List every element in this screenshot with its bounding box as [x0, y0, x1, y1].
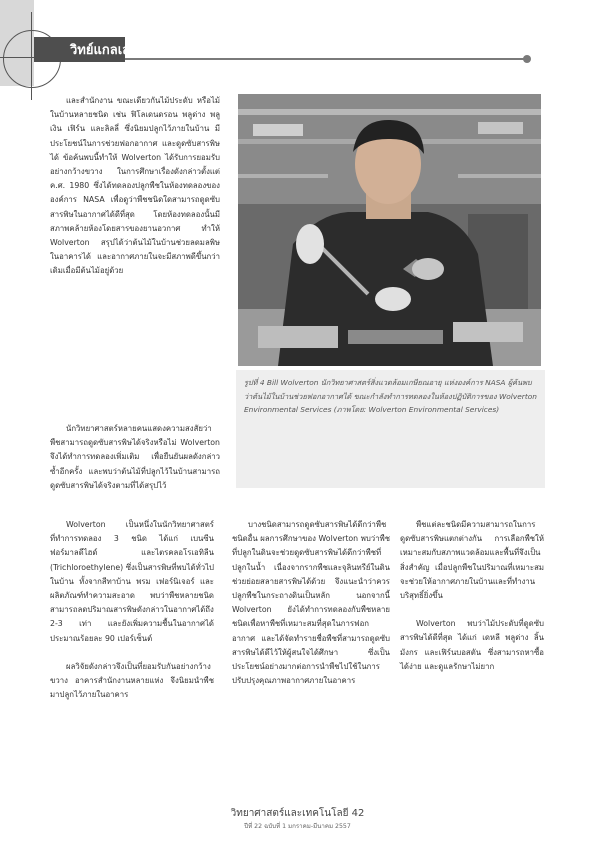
footer-issue: ปีที่ 22 ฉบับที่ 1 มกราคม-มีนาคม 2557 — [244, 823, 351, 830]
body-paragraph: พืชแต่ละชนิดมีความสามารถในการดูดซับสารพิษแตกต่างกัน การเลือกพืชให้เหมาะสมกับสภาพแวดล้อมและพื้นที่จึงเป็นสิ่งสำคัญ เมื่อปลูกพืชในปริมาณที่เหมาะสม จะช่วยให้อากาศภายในบ้านและที่ทำงานบริสุทธิ์ยิ่งขึ้น — [400, 520, 544, 601]
column-3 — [232, 518, 390, 688]
body-paragraph: และสำนักงาน ขณะเดียวกันไม้ประดับ หรือไม้ในบ้านหลายชนิด เช่น ฟิโลเดนดรอน พลูด่าง พลูเงิน เฟิร์น และลิลลี่ ซึ่งนิยมปลูกไว้ภายในบ้าน มีประโยชน์ในการช่วยฟอกอากาศ และดูดซับสารพิษได้ ข้อค้นพบนี้ทำให้ Wolverton ได้รับการยอมรับอย่างกว้างขวาง ในการศึกษาเรื่องดังกล่าวตั้งแต่ ค.ศ. 1980 ซึ่งได้ทดลองปลูกพืชในห้องทดลองขององค์การ NASA เพื่อดูว่าพืชชนิดใดสามารถดูดซับสารพิษในอากาศได้ดีที่สุด โดยห้องทดลองนั้นมีสภาพคล้ายห้องโดยสารของยานอวกาศ ทำให้ Wolverton สรุปได้ว่าต้นไม้ในบ้านช่วยลดมลพิษในอาคารได้ และอากาศภายในจะมีสภาพดีขึ้นกว่าเดิมเมื่อมีต้นไม้อยู่ด้วย — [50, 96, 220, 276]
photo-caption-text: รูปที่ 4 Bill Wolverton นักวิทยาศาสตร์สิ่งแวดล้อมเกษียณอายุ แห่งองค์การ NASA ผู้ค้นพบว่าต้นไม้ในบ้านช่วยฟอกอากาศได้ ขณะกำลังทำการทดลองในห้องปฏิบัติการของ Wolverton Environmental Services (ภาพโดย: Wolverton Environmental Services) — [244, 378, 537, 415]
scientist-photo — [238, 94, 541, 366]
header-rule — [125, 58, 525, 60]
body-paragraph: บางชนิดสามารถดูดซับสารพิษได้ดีกว่าพืชชนิดอื่น ผลการศึกษาของ Wolverton พบว่าพืชที่ปลูกในดินจะช่วยดูดซับสารพิษได้ดีกว่าพืชที่ปลูกในน้ำ เนื่องจากรากพืชและจุลินทรีย์ในดินช่วยย่อยสลายสารพิษได้ด้วย จึงแนะนำว่าควรปลูกพืชในกระถางดินเป็นหลัก นอกจากนี้ Wolverton ยังได้ทำการทดลองกับพืชหลายชนิดเพื่อหาพืชที่เหมาะสมที่สุดในการฟอกอากาศ และได้จัดทำรายชื่อพืชที่สามารถดูดซับสารพิษได้ดีไว้ให้ผู้สนใจได้ศึกษา ซึ่งเป็นประโยชน์อย่างมากต่อการนำพืชไปใช้ในการปรับปรุงคุณภาพอากาศภายในอาคาร — [232, 520, 390, 686]
magazine-title: วิทยาศาสตร์และเทคโนโลยี — [230, 808, 349, 819]
photo-caption-box — [236, 370, 545, 488]
page-number: 42 — [351, 808, 365, 819]
body-paragraph: นักวิทยาศาสตร์หลายคนแสดงความสงสัยว่า พืชสามารถดูดซับสารพิษได้จริงหรือไม่ Wolverton จึงได้ทำการทดลองเพิ่มเติม เพื่อยืนยันผลดังกล่าวซ้ำอีกครั้ง และพบว่าต้นไม้ที่ปลูกไว้ในบ้านสามารถดูดซับสารพิษได้จริงตามที่ได้สรุปไว้ — [50, 424, 220, 490]
footer-title-line — [0, 806, 595, 821]
body-paragraph: Wolverton พบว่าไม้ประดับที่ดูดซับสารพิษได้ดีที่สุด ได้แก่ เดหลี พลูด่าง ลิ้นมังกร และเฟิร์นบอสตัน ซึ่งสามารถหาซื้อได้ง่าย และดูแลรักษาไม่ยาก — [400, 619, 544, 671]
column-2 — [50, 518, 214, 702]
column-1-bottom — [50, 422, 220, 493]
header-rule-dot — [523, 55, 531, 63]
crosshair-vertical-line — [31, 12, 32, 100]
body-paragraph: Wolverton เป็นหนึ่งในนักวิทยาศาสตร์ที่ทำการทดลอง 3 ชนิด ได้แก่ เบนซีน ฟอร์มาลดีไฮด์ และไตรคลอโรเอทิลีน (Trichloroethylene) ซึ่งเป็นสารพิษที่พบได้ทั่วไปในบ้าน ทั้งจากสีทาบ้าน พรม เฟอร์นิเจอร์ และผลิตภัณฑ์ทำความสะอาด พบว่าพืชหลายชนิดสามารถลดปริมาณสารพิษดังกล่าวในอากาศได้ถึง 2-3 เท่า และยังเพิ่มความชื้นในอากาศได้ประมาณร้อยละ 90 เปอร์เซ็นต์ — [50, 520, 214, 643]
column-4 — [400, 518, 544, 674]
section-tab-label: วิทย์แกลเลอรี — [70, 43, 145, 58]
body-paragraph: ผลวิจัยดังกล่าวจึงเป็นที่ยอมรับกันอย่างกว้างขวาง อาคารสำนักงานหลายแห่ง จึงนิยมนำพืชมาปลูกไว้ภายในอาคาร — [50, 661, 214, 700]
column-1-top — [50, 94, 220, 279]
